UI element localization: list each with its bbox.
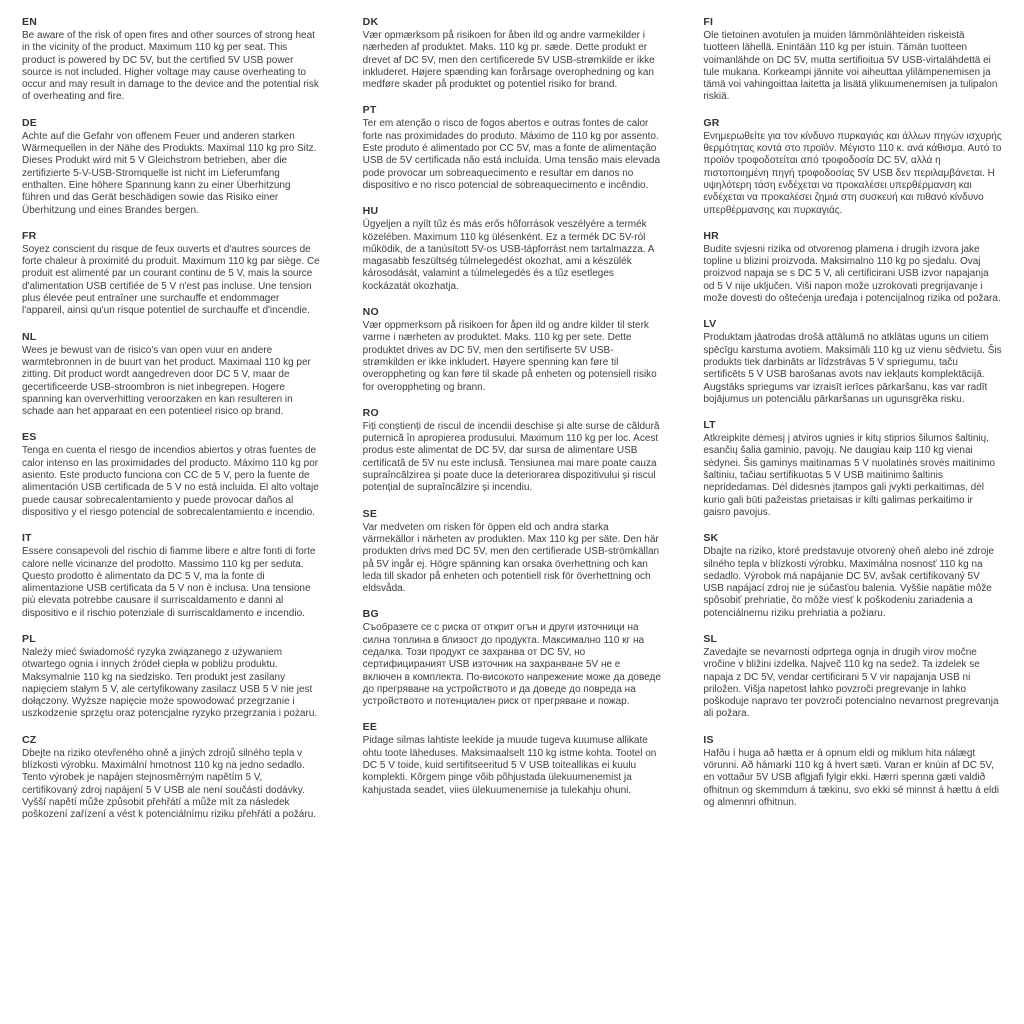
safety-warning-text: Essere consapevoli del rischio di fiamme libere e altre fonti di forte calore nelle vicinanze del prodotto. Massimo 110 kg per seduta. Questo prodotto è alimentato da DC 5 V, ma la fonte di alimentazione USB certificata da 5 V non è inclusa. Una tensione più elevata potrebbe causare il surriscaldamento e danni al dispositivo e il rischio potenziale di surriscaldamento e incendio. [22, 546, 316, 619]
safety-warning-text: Produktam jāatrodas drošā attālumā no atklātas uguns un citiem spēcīgu karstuma avotiem. Maksimāli 110 kg uz vienu sēdvietu. Šis produkts tiek darbināts ar līdzstrāvas 5 V spriegumu, taču sertificēts 5 V USB barošanas avots nav iekļauts komplektācijā. Augstāks spriegums var izraisīt ierīces pārkaršanu, kas var radīt bojājumus un potenciālu pārkaršanas un ugunsgrēka risku. [703, 332, 1002, 405]
safety-warning-text: Soyez conscient du risque de feux ouverts et d'autres sources de forte chaleur à proximité du produit. Maximum 110 kg par siège. Ce produit est alimenté par un courant continu de 5 V, mais la source d'alimentation USB certifiée de 5 V n'est pas incluse. Une tension plus élevée peut entraîner une surchauffe et endommager l'appareil, ainsi qu'un risque potentiel de surchauffe et d'incendie. [22, 243, 320, 317]
language-code-heading: NO [362, 306, 379, 319]
language-section-pt [363, 104, 662, 192]
language-section-hu [363, 205, 662, 293]
language-section-cz [22, 734, 321, 822]
language-section-sl [703, 633, 1002, 721]
language-section-dk [363, 16, 662, 91]
language-code-heading: HU [362, 205, 379, 218]
safety-warning-text: Ter em atenção o risco de fogos abertos e outras fontes de calor forte nas proximidades do produto. Máximo de 110 kg por assento. Este produto é alimentado por CC 5V, mas a fonte de alimentação USB de 5V certificada não está incluída. Uma tensão mais elevada pode provocar um sobreaquecimento e resultar em danos no dispositivo e no risco potencial de sobreaquecimento e incêndio. [362, 118, 661, 191]
safety-warning-text: Hafðu í huga að hætta er á opnum eldi og miklum hita nálægt vörunni. Að hámarki 110 kg á hvert sæti. Varan er knúin af DC 5V, en vottaður 5V USB aflgjafi fylgir ekki. Hærri spenna gæti valdið ofhitnun og skemmdum á tækinu, svo ekki sé minnst á hættu á eldi og almennri ofhitnun. [703, 747, 1000, 808]
language-code-heading: DK [362, 16, 379, 28]
language-code-heading: DE [22, 116, 37, 129]
safety-warning-text: Ole tietoinen avotulen ja muiden lämmönlähteiden riskeistä tuotteen lähellä. Enintään 110 kg per istuin. Tämän tuotteen voimanlähde on DC 5V, mutta sertifioitua 5V USB-virtalähdettä ei tule mukana. Korkeampi jännite voi aiheuttaa ylilämpenemisen ja tämä voi vahingoittaa laitetta ja lisätä ylikuumenemisen ja tulipalon riskiä. [703, 30, 998, 103]
language-section-lv [703, 318, 1002, 406]
safety-warning-text: Var medveten om risken för öppen eld och andra starka värmekällor i närheten av produkten. Max 110 kg per säte. Den här produkten drivs med DC 5V, men den certifierade USB-strömkällan på 5V ingår ej. Högre spänning kan orsaka överhettning och kan leda till skador på enheten och potentiell risk för överhettning och eldsvåda. [362, 521, 660, 595]
language-section-nl [22, 331, 321, 419]
language-section-sk [703, 532, 1002, 620]
safety-warning-text: Dbajte na riziko, ktoré predstavuje otvorený oheň alebo iné zdroje silného tepla v blízkosti výrobku. Maximálna nosnosť 110 kg na sedadlo. Výrobok má napájanie DC 5V, avšak certifikovaný 5V USB napájací zdroj nie je súčasťou balenia. Vyššie napätie môže spôsobiť prehriatie, čo môže viesť k poškodeniu zariadenia a potenciálnemu riziku prehriatia a požiaru. [703, 546, 995, 619]
column-right [703, 16, 1002, 1014]
language-code-heading: SL [703, 632, 718, 645]
language-section-it [22, 532, 321, 620]
column-left [22, 16, 321, 1014]
safety-warning-text: Wees je bewust van de risico's van open vuur en andere warmtebronnen in de buurt van het product. Maximaal 110 kg per zitting. Dit product wordt aangedreven door DC 5 V, maar de gecertificeerde USB-stroombron is niet inbegrepen. Hogere spanning kan oververhitting veroorzaken en kan resulteren in schade aan het apparaat en een potentieel risico op brand. [22, 344, 311, 418]
safety-warning-text: Vær oppmerksom på risikoen for åpen ild og andre kilder til sterk varme i nærheten av produktet. Maks. 110 kg per sete. Dette produktet drives av DC 5V, men den sertifiserte 5V USB-strømkilden er ikke inkludert. Høyere spenning kan føre til overoppheting og kan føre til skade på enheten og potensiell risiko for overoppheting og brann. [362, 320, 657, 393]
language-section-fr [22, 230, 321, 318]
column-middle [363, 16, 662, 1014]
language-section-pl [22, 633, 321, 721]
language-section-gr [703, 117, 1002, 217]
language-code-heading: IT [22, 532, 32, 545]
language-section-de [22, 117, 321, 217]
language-code-heading: RO [362, 406, 379, 419]
language-section-bg [363, 608, 662, 708]
safety-warning-text: Pidage silmas lahtiste leekide ja muude tugeva kuumuse allikate ohtu toote läheduses. Maksimaalselt 110 kg istme kohta. Tootel on DC 5 V toide, kuid sertifitseeritud 5 V USB toiteallikas ei kuulu komplekti. Kõrgem pinge võib põhjustada ülekuumenemist ja kahjustada seadet, viies ülekuumenemise ja tulekahju ohuni. [362, 735, 657, 796]
language-code-heading: LT [703, 419, 716, 432]
language-section-ee [363, 721, 662, 796]
safety-warning-text: Budite svjesni rizika od otvorenog plamena i drugih izvora jake topline u blizini proizvoda. Maksimalno 110 kg po sjedalu. Ovaj proizvod napaja se s DC 5 V, ali certificirani USB izvor napajanja od 5 V nije uključen. Viši napon može uzrokovati pregrijavanje i može dovesti do oštećenja uređaja i potencijalnog rizika od požara. [703, 243, 1001, 305]
language-code-heading: ES [22, 431, 37, 444]
language-section-is [703, 734, 1002, 809]
safety-warning-text: Zavedajte se nevarnosti odprtega ognja in drugih virov močne vročine v bližini izdelka. Največ 110 kg na sedež. Ta izdelek se napaja z DC 5V, vendar certificirani 5 V vir napajanja USB ni priložen. Višja napetost lahko povzroči pregrevanje in lahko poškoduje napravo ter povzroči potencialno nevarnost pregrevanja ali požara. [703, 646, 999, 720]
safety-warning-text: Fiți conștienți de riscul de incendii deschise și alte surse de căldură puternică în apropierea produsului. Maximum 110 kg per loc. Acest produs este alimentat de DC 5V, dar sursa de alimentare USB certificată de 5V nu este inclusă. Tensiunea mai mare poate cauza supraîncălzirea și poate duce la deteriorarea dispozitivului și riscul potențial de supraîncălzire și incendiu. [362, 420, 660, 494]
language-code-heading: EN [22, 16, 37, 28]
safety-warning-text: Tenga en cuenta el riesgo de incendios abiertos y otras fuentes de calor intenso en las proximidades del producto. Máximo 110 kg por asiento. Este producto funciona con CC de 5 V, pero la fuente de alimentación USB certificada de 5 V no está incluida. El alto voltaje puede causar sobrecalentamiento y puede provocar daños al dispositivo y el riesgo potencial de sobrecalentamiento e incendio. [22, 445, 319, 518]
language-code-heading: LV [703, 318, 717, 331]
language-code-heading: IS [703, 733, 714, 746]
language-section-ro [363, 407, 662, 495]
language-code-heading: BG [362, 608, 379, 621]
safety-warning-text: Dbejte na riziko otevřeného ohně a jiných zdrojů silného tepla v blízkosti výrobku. Maximální hmotnost 110 kg na jedno sedadlo. Tento výrobek je napájen stejnosměrným napětím 5 V, certifikovaný zdroj napájení 5 V USB ale není součástí dodávky. Vyšší napětí může způsobit přehřátí a může mít za následek poškození zařízení a vést k potenciálnímu riziku přehřátí a požáru. [22, 747, 317, 821]
language-code-heading: PT [362, 104, 377, 117]
language-section-hr [703, 230, 1002, 305]
safety-warning-text: Vær opmærksom på risikoen for åben ild og andre varmekilder i nærheden af produktet. Maks. 110 kg pr. sæde. Dette produkt er drevet af DC 5V, men den certificerede 5V USB-strømkilde er ikke inkluderet. Højere spænding kan forårsage overophedning og kan medføre skader på produktet og potentiel risiko for brand. [362, 30, 655, 91]
language-code-heading: HR [703, 229, 719, 242]
language-section-fi [703, 16, 1002, 104]
language-code-heading: CZ [22, 733, 37, 746]
safety-warning-text: Ügyeljen a nyílt tűz és más erős hőforrások veszélyére a termék közelében. Maximum 110 kg ülésenként. Ez a termék DC 5V-ról működik, de a tanúsított 5V-os USB-tápforrást nem tartalmazza. A magasabb feszültség túlmelegedést okozhat, ami a készülék károsodását, valamint a túlmelegedés és a tűz esetleges kockázatát okozhatja. [362, 219, 654, 292]
language-section-es [22, 431, 321, 519]
language-section-lt [703, 419, 1002, 519]
language-code-heading: FI [703, 16, 714, 28]
language-code-heading: SK [703, 532, 719, 545]
language-section-se [363, 508, 662, 596]
language-code-heading: SE [362, 507, 378, 520]
language-code-heading: GR [703, 116, 720, 129]
safety-warning-text: Съобразете се с риска от открит огън и други източници на силна топлина в близост до продукта. Максимално 110 кг на седалка. Този продукт се захранва от DC 5V, но сертифицираният USB източник на захранване 5V не е включен в комплекта. По-високото напрежение може да доведе до прегряване на устройството и да доведе до повреда на устройството и потенциален риск от прегряване и пожар. [362, 622, 661, 708]
safety-warning-text: Achte auf die Gefahr von offenem Feuer und anderen starken Wärmequellen in der Nähe des Produkts. Maximal 110 kg pro Sitz. Dieses Produkt wird mit 5 V Gleichstrom betrieben, aber die zertifizierte 5-V-USB-Stromquelle ist nicht im Lieferumfang enthalten. Eine höhere Spannung kann zu einer Überhitzung führen und das Gerät beschädigen sowie das Risiko einer Überhitzung und eines Brandes bergen. [22, 130, 317, 216]
language-code-heading: FR [22, 229, 37, 242]
safety-warning-text: Ενημερωθείτε για τον κίνδυνο πυρκαγιάς και άλλων πηγών ισχυρής θερμότητας κοντά στο προϊόν. Μέγιστο 110 κ. ανά κάθισμα. Αυτό το προϊόν τροφοδοτείται από τροφοδοσία DC 5V, αλλά η πιστοποιημένη πηγή τροφοδοσίας 5V USB δεν περιλαμβάνεται. Η υψηλότερη τάση ενδέχεται να προκαλέσει υπερθέρμανση και ενδέχεται να προκαλέσει ζημιά στη συσκευή και πιθανό κίνδυνο υπερθέρμανσης και πυρκαγιάς. [703, 130, 1002, 216]
safety-warning-text: Należy mieć świadomość ryzyka związanego z używaniem otwartego ognia i innych źródeł ciepła w pobliżu produktu. Maksymalnie 110 kg na siedzisko. Ten produkt jest zasilany napięciem stałym 5 V, ale certyfikowany zasilacz USB 5 V nie jest dołączony. Wyższe napięcie może spowodować przegrzanie i uszkodzenie sprzętu oraz potencjalne ryzyko przegrzania i pożaru. [22, 646, 318, 720]
language-section-no [363, 306, 662, 394]
safety-warning-text: Be aware of the risk of open fires and other sources of strong heat in the vicinity of the product. Maximum 110 kg per seat. This product is powered by DC 5V, but the certified 5V USB power source is not included. Higher voltage may cause overheating to occur and may result in damage to the device and the potential risk of overheating and fire. [22, 30, 319, 103]
language-code-heading: PL [22, 632, 36, 645]
language-section-en [22, 16, 321, 104]
language-code-heading: EE [362, 721, 378, 734]
safety-warning-text: Atkreipkite dėmesį į atviros ugnies ir kitų stiprios šilumos šaltinių, esančių šalia gaminio, pavojų. Ne daugiau kaip 110 kg vienai sėdynei. Šis gaminys maitinamas 5 V nuolatinės srovės maitinimo šaltiniu, tačiau sertifikuotas 5 V USB maitinimo šaltinis nepridedamas. Dėl didesnės įtampos gali įvykti perkaitimas, dėl kurio gali būti pažeistas prietaisas ir kilti galimas perkaitimo ir gaisro pavojus. [703, 433, 996, 518]
language-code-heading: NL [22, 330, 37, 343]
